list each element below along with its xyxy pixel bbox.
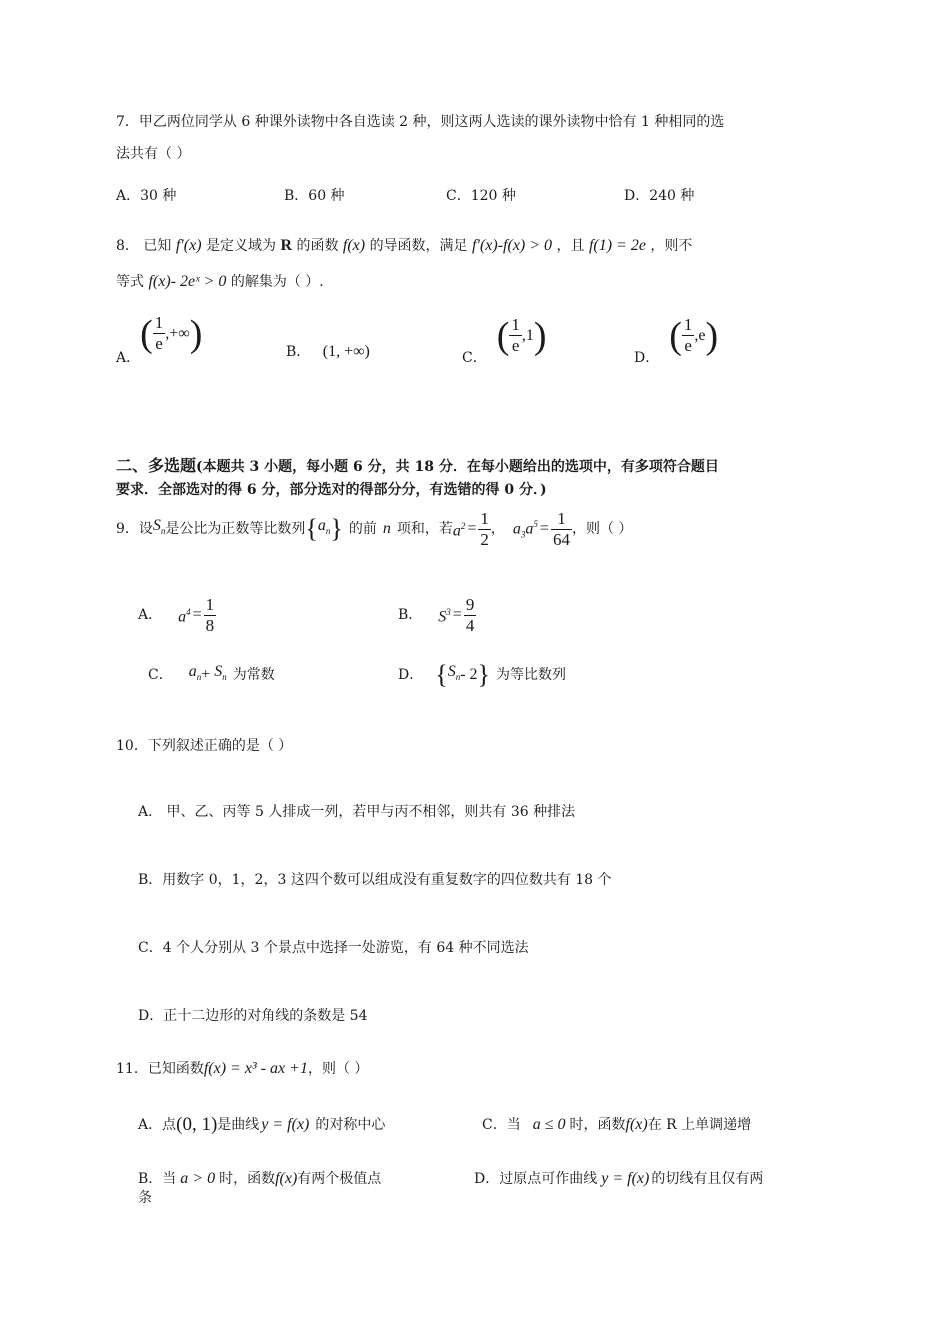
q8-option-d-fraction: $\frac{1}{e}$ [683, 315, 693, 355]
q8-option-c: C． ( $\frac{1}{e}$ , 1 ) [462, 314, 547, 366]
q8-fprime: f′(x) [175, 237, 202, 254]
q9-text-2: 的前 [348, 521, 377, 537]
q8-condition: f′(x)-f(x) > 0 [472, 237, 553, 254]
q9-option-b: B． $S^3$ = $\frac{9}{4}$ [398, 594, 475, 635]
q8-option-a-lparen: ( [140, 312, 153, 355]
q11-pre: 11．已知函数 [116, 1061, 204, 1077]
q9-option-c [148, 662, 275, 688]
q9-text-5: ，则（ ） [571, 521, 633, 537]
q8-text-6: ，则不 [650, 238, 693, 254]
q9-option-d-sn: $S_n$ [447, 663, 461, 683]
q9-text-3: 项和，若 [396, 521, 453, 537]
q8-stem-line2 [116, 272, 324, 292]
q8-line2-pre: 等式 [116, 274, 144, 290]
q9-option-b-label: B． [398, 607, 423, 623]
q8-number: 8． [116, 238, 139, 254]
q8-option-c-rparen: ) [533, 314, 547, 357]
q10-option-b: B．用数字 0，1，2，3 这四个数可以组成没有重复数字的四位数共有 18 个 [138, 872, 612, 888]
q9-text-1: 是公比为正数等比数列 [165, 521, 306, 537]
q9-option-c-plus: + [201, 666, 211, 683]
section2-title: 二、多选题 [116, 456, 197, 475]
q11-option-c-pre: C．当 [482, 1117, 521, 1133]
q8-option-d: D． ( $\frac{1}{e}$ , e ) [634, 314, 719, 366]
q11-option-c-f: f(x) [625, 1116, 648, 1133]
q11-formula: f(x) = x³ - ax +1 [203, 1060, 308, 1077]
q7-option-a: A．30 种 [116, 188, 177, 204]
q8-option-a-rparen: ) [189, 312, 203, 355]
q9-option-a-term: $a^4$ [178, 607, 191, 626]
q11-option-a-post: 的对称中心 [315, 1117, 386, 1133]
section2-header [116, 456, 719, 477]
q9-fraction-64: $\frac{1}{64}$ [552, 508, 570, 549]
q8-text-1: 已知 [143, 238, 172, 254]
q8-option-a-inf: +∞ [169, 324, 190, 342]
q9-option-a: A． $a^4$ = $\frac{1}{8}$ [138, 594, 215, 635]
q8-text-5: ，且 [556, 238, 585, 254]
q11-option-d-post: 的切线有且仅有两 [651, 1171, 764, 1187]
q10-option-d: D．正十二边形的对角线的条数是 54 [138, 1008, 368, 1024]
q11-option-c-cond: a ≤ 0 [532, 1116, 566, 1133]
q8-inequality: f(x)- 2eˣ > 0 [148, 273, 227, 290]
q8-stem-line1 [116, 236, 692, 256]
q9-stem: 9．设 $S_n$ 是公比为正数等比数列 { $a_n$ } 的前 n 项和，若 $a^2$ = $\frac{1}{2}$ ， $a_3a^5$ = $\frac{1}{64}$ ，则（ ） [116, 508, 633, 549]
q9-option-c-an: $a_n$ [188, 663, 202, 683]
q8-f1: f(1) = 2e [588, 237, 646, 254]
q11-option-d-curve: y = f(x) [601, 1170, 650, 1187]
q9-option-d-label: D． [398, 667, 424, 683]
q9-option-a-label: A． [138, 607, 163, 623]
q11-option-b-f: f(x) [275, 1170, 298, 1187]
q9-fraction-half: $\frac{1}{2}$ [480, 508, 489, 549]
q8-text-3: 的函数 [296, 238, 339, 254]
q9-number: 9．设 [116, 521, 153, 537]
q11-option-a [138, 1112, 385, 1138]
q11-option-a-point: (0, 1) [176, 1114, 218, 1135]
q8-option-d-label: D． [634, 350, 660, 366]
q11-option-b [138, 1166, 381, 1192]
q8-option-c-label: C． [462, 350, 487, 366]
q11-option-d-pre: D．过原点可作曲线 [474, 1171, 598, 1187]
q11-option-c-mid: 时，函数 [569, 1117, 626, 1133]
q8-text-2: 是定义域为 [205, 238, 276, 254]
q9-option-c-sn: $S_n$ [214, 663, 227, 683]
q8-option-d-lparen: ( [669, 314, 682, 357]
q10-option-c: C．4 个人分别从 3 个景点中选择一处游览，有 64 种不同选法 [138, 940, 529, 956]
q11-option-b-mid: 时，函数 [219, 1171, 276, 1187]
q9-option-d-text: 为等比数列 [496, 667, 567, 683]
q9-text-4: ， [490, 521, 505, 537]
q9-option-b-term: $S^3$ [438, 607, 451, 626]
q8-option-c-fraction: $\frac{1}{e}$ [511, 315, 520, 355]
q9-seq-rbrace: } [330, 514, 343, 543]
section2-desc-line1: (本题共 3 小题，每小题 6 分，共 18 分．在每小题给出的选项中，有多项符合题目 [196, 459, 719, 475]
q9-Sn: $S_n$ [152, 517, 166, 537]
q8-option-d-rparen: ) [705, 314, 719, 357]
q8-option-d-e: e [698, 326, 706, 344]
q9-a3a5: $a_3a^5$ [512, 518, 538, 540]
q10-stem: 10．下列叙述正确的是（ ） [116, 738, 293, 754]
q8-option-b-interval: (1, +∞) [322, 343, 370, 360]
q9-option-b-fraction: $\frac{9}{4}$ [465, 594, 475, 635]
q10-option-a: A． 甲、乙、丙等 5 人排成一列，若甲与丙不相邻，则共有 36 种排法 [138, 804, 576, 820]
q8-line2-post: 的解集为（ ）. [230, 274, 324, 290]
q11-option-a-curve: y = f(x) [261, 1116, 310, 1133]
q11-option-b-post: 有两个极值点 [297, 1171, 382, 1187]
q9-option-d: D． { $S_n$ - 2 } 为等比数列 [398, 660, 567, 689]
q11-option-d [474, 1166, 763, 1192]
q9-option-d-minus: - 2 [460, 666, 478, 683]
q8-real-set: R [280, 237, 292, 254]
q9-an: $a_n$ [317, 517, 331, 537]
q11-stem [116, 1056, 368, 1082]
section2-desc-line2: 要求．全部选对的得 6 分，部分选对的得部分分，有选错的得 0 分．) [116, 482, 547, 498]
q9-a2: $a^2$ [452, 521, 466, 540]
q9-option-a-fraction: $\frac{1}{8}$ [205, 594, 215, 635]
q11-option-a-mid: 是曲线 [217, 1117, 260, 1133]
q9-option-c-text: 为常数 [232, 667, 275, 683]
q8-option-c-one: 1 [525, 326, 534, 344]
q8-option-a-fraction: $\frac{1}{e}$ [154, 313, 164, 353]
q7-option-d: D．240 种 [624, 188, 695, 204]
q7-option-c: C．120 种 [446, 188, 516, 204]
q7-option-b: B．60 种 [284, 188, 345, 204]
q8-fx: f(x) [342, 237, 366, 254]
q11-option-c [482, 1112, 751, 1138]
q7-stem-line1: 7．甲乙两位同学从 6 种课外读物中各自选读 2 种，则这两人选读的课外读物中恰有 1 种相同的选 [116, 114, 725, 130]
q11-option-b-cond: a > 0 [180, 1170, 216, 1187]
q11-post: ，则（ ） [307, 1061, 369, 1077]
q8-option-a: A． ( $\frac{1}{e}$ , +∞ ) [116, 312, 203, 366]
q11-option-a-pre: A．点 [138, 1117, 177, 1133]
q7-stem-line2: 法共有（ ） [116, 146, 191, 162]
q8-text-4: 的导函数，满足 [369, 238, 468, 254]
q8-option-b-label: B． [286, 344, 311, 360]
q8-option-b [286, 342, 370, 362]
q8-option-a-label: A． [116, 350, 141, 366]
q8-option-c-lparen: ( [496, 314, 510, 357]
q9-seq-lbrace: { [305, 514, 318, 543]
q11-option-d-wrap: 条 [138, 1190, 152, 1206]
q11-option-b-pre: B．当 [138, 1171, 177, 1187]
q9-option-c-label: C． [148, 667, 173, 683]
q11-option-c-post: 在 R 上单调递增 [647, 1117, 752, 1133]
q9-n: n [382, 520, 391, 537]
